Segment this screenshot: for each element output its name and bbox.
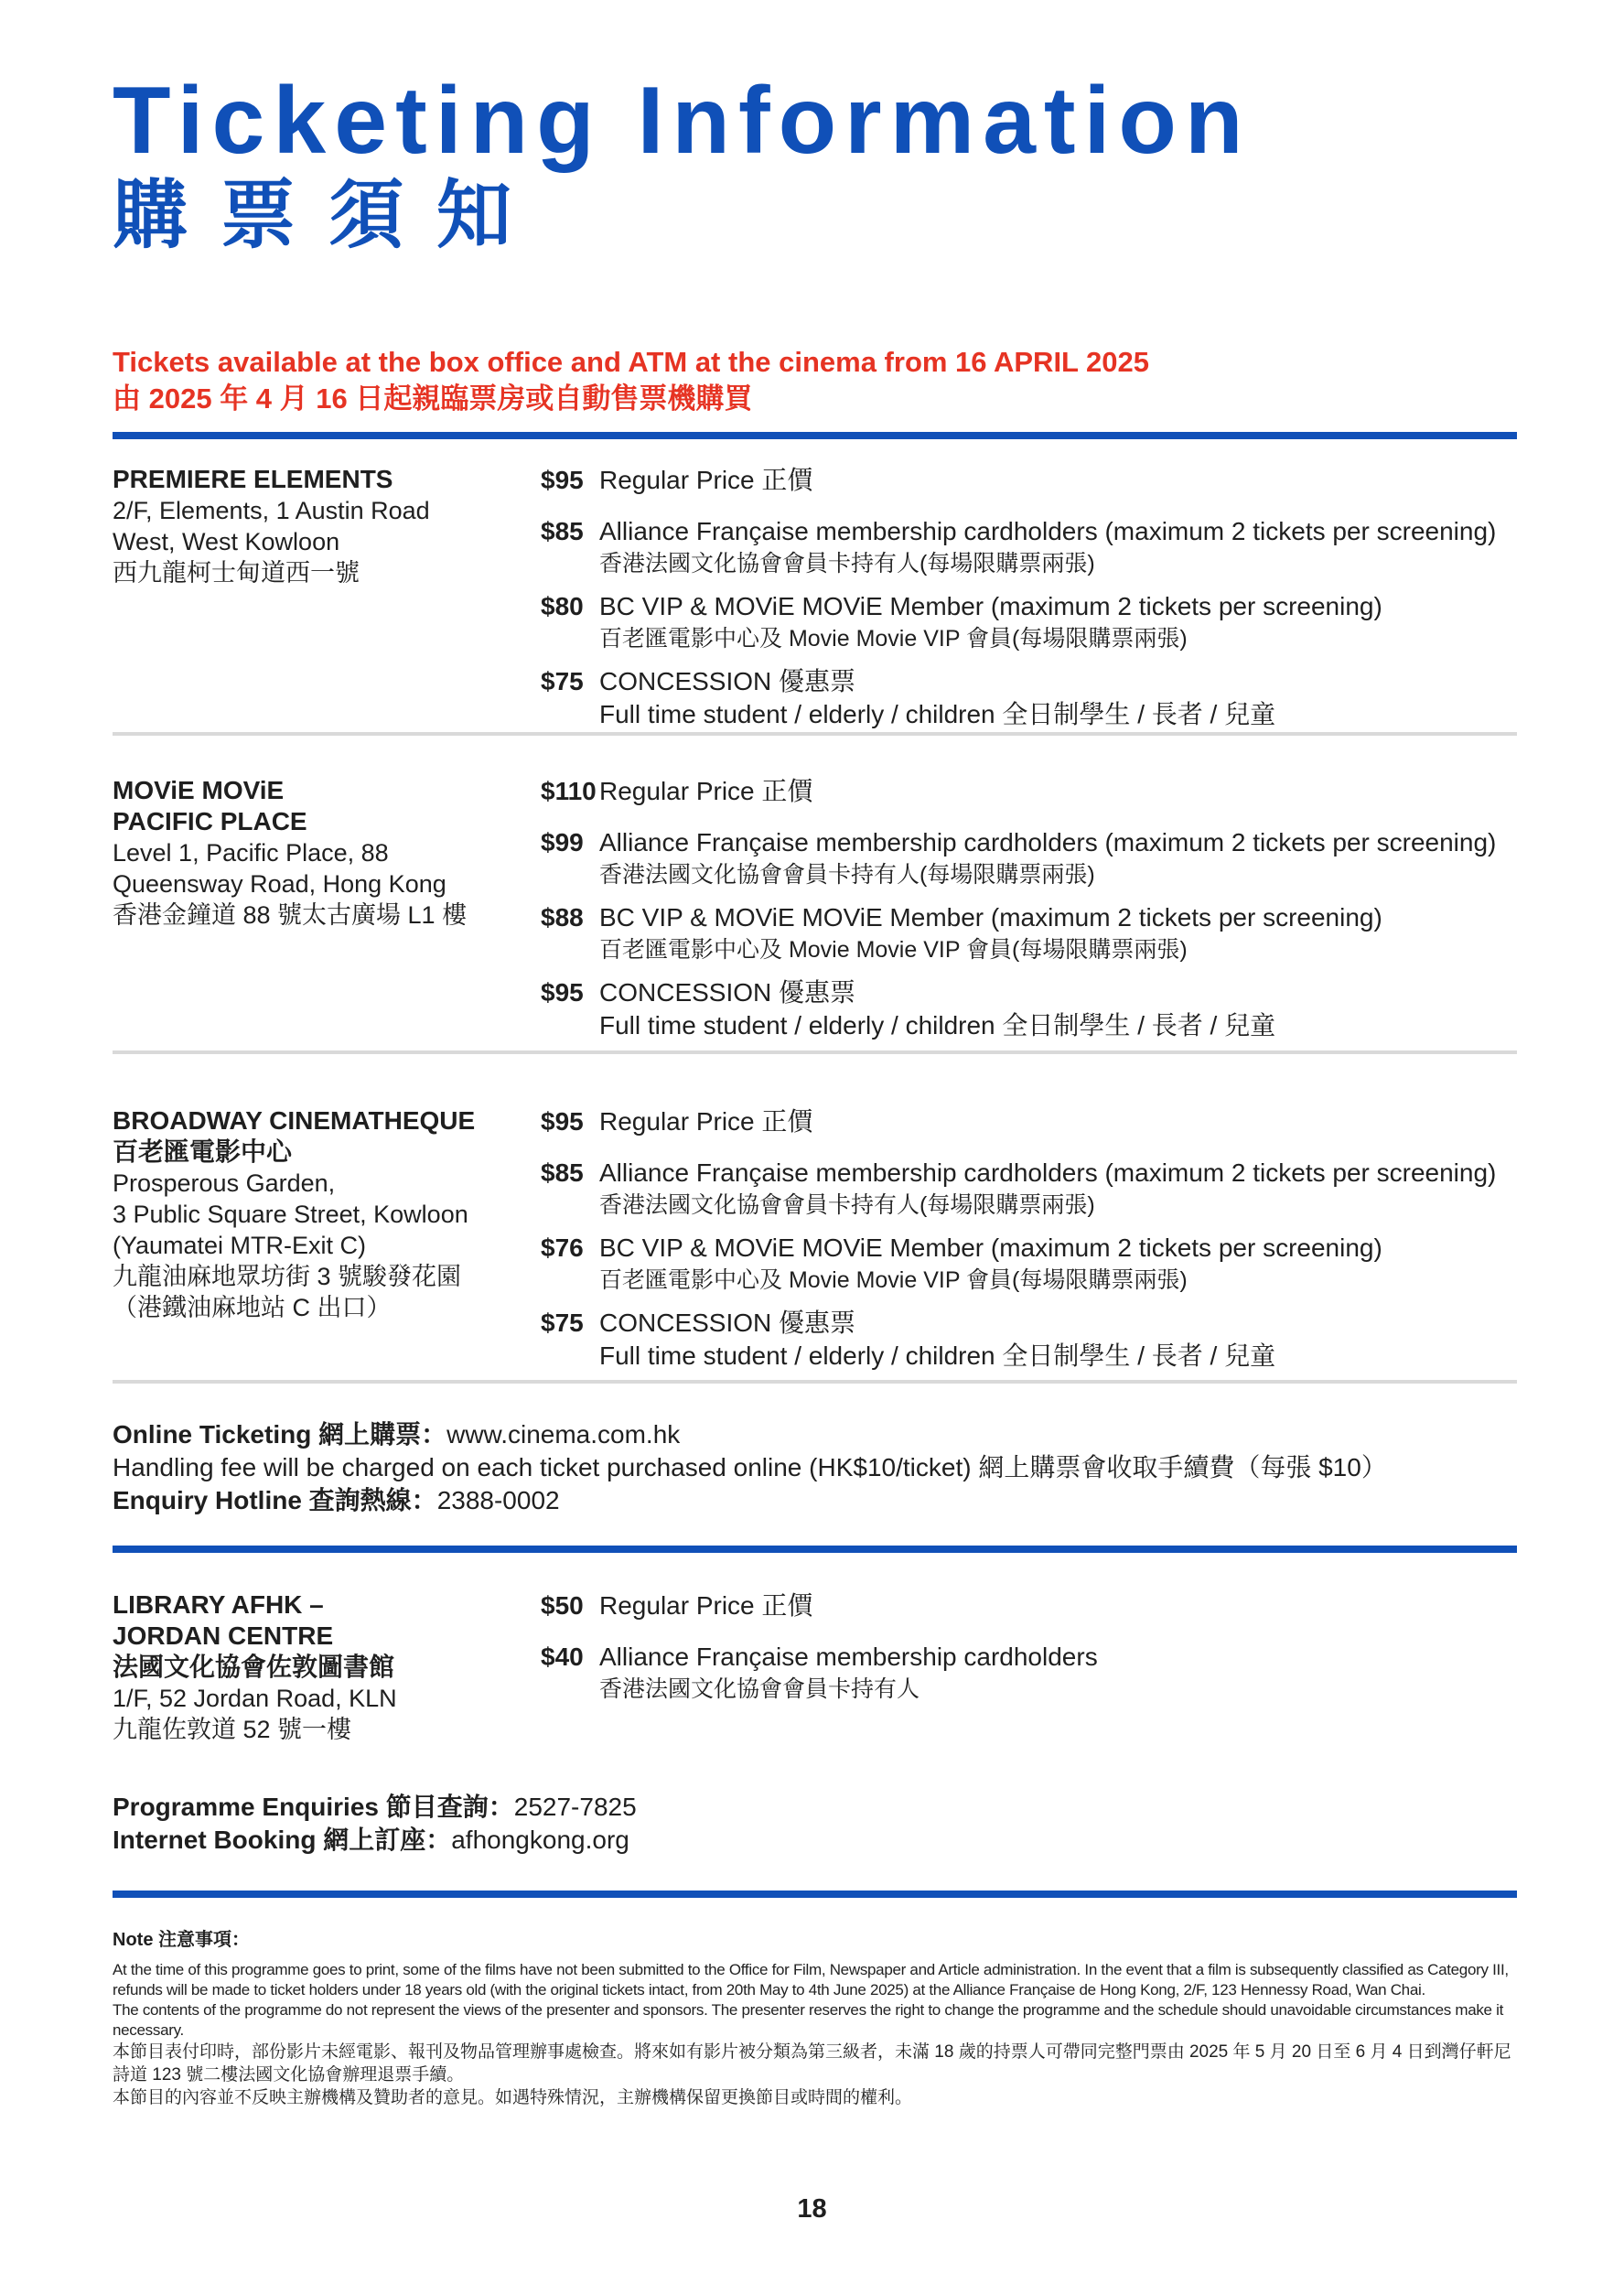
price-description: CONCESSION 優惠票 xyxy=(599,1309,856,1337)
divider xyxy=(113,1050,1517,1054)
venue-name: BROADWAY CINEMATHEQUE xyxy=(113,1106,476,1135)
price-amount: $76 xyxy=(541,1233,584,1262)
price-description: BC VIP & MOViE MOViE Member (maximum 2 tickets per screening) xyxy=(599,1233,1382,1262)
price-description-detail: Full time student / elderly / children 全日制學生 / 長者 / 兒童 xyxy=(599,1341,1276,1370)
price-description: CONCESSION 優惠票 xyxy=(599,978,856,1007)
availability-notice-zh: 由 2025 年 4 月 16 日起親臨票房或自動售票機購買 xyxy=(113,382,753,415)
venue-name: JORDAN CENTRE xyxy=(113,1621,334,1650)
price-amount: $88 xyxy=(541,903,584,932)
price-description: Alliance Française membership cardholders (maximum 2 tickets per screening) xyxy=(599,828,1497,856)
note-paragraph-zh: 本節目表付印時，部份影片未經電影、報刊及物品管理辦事處檢查。將來如有影片被分類為第三級者，未滿 18 歲的持票人可帶同完整門票由 2025 年 5 月 20 日至 6 月 4 日到灣仔軒尼詩道 123 號二樓法國文化協會辦理退票手續。 xyxy=(113,2042,1511,2084)
price-row xyxy=(541,901,1517,965)
venue-name: PACIFIC PLACE xyxy=(113,807,307,835)
enquiry-hotline-number: 2388-0002 xyxy=(436,1486,560,1514)
price-amount: $75 xyxy=(541,1309,584,1337)
programme-enquiries-number: 2527-7825 xyxy=(513,1793,637,1821)
online-ticketing-link[interactable]: www.cinema.com.hk xyxy=(446,1420,681,1449)
divider xyxy=(113,432,1517,439)
price-row xyxy=(541,775,1517,808)
venue-name: 法國文化協會佐敦圖書館 xyxy=(113,1653,395,1681)
venue-name: PREMIERE ELEMENTS xyxy=(113,465,393,493)
price-description-zh: 香港法國文化協會會員卡持有人(每場限購票兩張) xyxy=(599,551,1095,576)
price-row xyxy=(541,1589,1517,1622)
price-description: Regular Price 正價 xyxy=(599,1591,813,1620)
price-list xyxy=(541,1589,1517,1716)
venue-info xyxy=(113,1105,533,1323)
price-amount: $50 xyxy=(541,1591,584,1620)
divider xyxy=(113,1891,1517,1898)
page-title-chinese: 購票須知 xyxy=(113,174,545,257)
venue-address-line: 九龍佐敦道 52 號一樓 xyxy=(113,1716,352,1743)
price-list xyxy=(541,1105,1517,1384)
price-row xyxy=(541,1157,1517,1221)
price-description: Regular Price 正價 xyxy=(599,466,813,494)
price-description-zh: 百老匯電影中心及 Movie Movie VIP 會員(每場限購票兩張) xyxy=(599,626,1188,652)
venue-name: 百老匯電影中心 xyxy=(113,1137,293,1166)
availability-notice xyxy=(113,344,1149,417)
note-paragraph-zh: 本節目的內容並不反映主辦機構及贊助者的意見。如遇特殊情況，主辦機構保留更換節目或時間的權利。 xyxy=(113,2088,913,2107)
page-number: 18 xyxy=(797,2194,827,2224)
price-row xyxy=(541,826,1517,890)
price-amount: $85 xyxy=(541,517,584,545)
venue-address-line: （港鐵油麻地站 C 出口） xyxy=(113,1294,392,1321)
venue-name: LIBRARY AFHK – xyxy=(113,1590,324,1619)
online-ticketing-label: Online Ticketing 網上購票： xyxy=(113,1420,447,1449)
internet-booking-label: Internet Booking 網上訂座： xyxy=(113,1826,452,1854)
venue-name: MOViE MOViE xyxy=(113,776,285,804)
price-row xyxy=(541,1232,1517,1296)
divider xyxy=(113,732,1517,736)
handling-fee-note: Handling fee will be charged on each ticket purchased online (HK$10/ticket) 網上購票會收取手續費（每張 $10） xyxy=(113,1453,1387,1481)
enquiry-hotline-line xyxy=(113,1484,1387,1517)
price-description-zh: 百老匯電影中心及 Movie Movie VIP 會員(每場限購票兩張) xyxy=(599,937,1188,963)
price-description-detail: Full time student / elderly / children 全日制學生 / 長者 / 兒童 xyxy=(599,700,1276,728)
programme-enquiries-line xyxy=(113,1791,637,1824)
venue-address-line: 2/F, Elements, 1 Austin Road xyxy=(113,497,430,524)
price-row xyxy=(541,464,1517,497)
price-row xyxy=(541,515,1517,579)
price-row xyxy=(541,1641,1517,1705)
enquiry-hotline-label: Enquiry Hotline 查詢熱線： xyxy=(113,1486,437,1514)
availability-notice-en: Tickets available at the box office and ATM at the cinema from 16 APRIL 2025 xyxy=(113,346,1150,378)
price-description: Regular Price 正價 xyxy=(599,777,813,805)
price-row xyxy=(541,1307,1517,1373)
online-ticketing-line xyxy=(113,1418,1387,1451)
price-amount: $80 xyxy=(541,592,584,620)
programme-contact-info xyxy=(113,1791,637,1857)
venue-address-line: Queensway Road, Hong Kong xyxy=(113,870,446,898)
venue-address-line: West, West Kowloon xyxy=(113,528,340,555)
page-title: Ticketing Information xyxy=(113,68,1252,174)
price-description: Alliance Française membership cardholders (maximum 2 tickets per screening) xyxy=(599,1158,1497,1187)
price-row xyxy=(541,590,1517,654)
price-amount: $99 xyxy=(541,828,584,856)
internet-booking-link[interactable]: afhongkong.org xyxy=(451,1826,629,1854)
price-description: Alliance Française membership cardholders xyxy=(599,1643,1098,1671)
price-row xyxy=(541,665,1517,731)
price-description-zh: 香港法國文化協會會員卡持有人(每場限購票兩張) xyxy=(599,1192,1095,1218)
divider xyxy=(113,1546,1517,1553)
price-description: BC VIP & MOViE MOViE Member (maximum 2 tickets per screening) xyxy=(599,592,1382,620)
venue-address-line: 香港金鐘道 88 號太古廣場 L1 樓 xyxy=(113,901,468,929)
venue-address-line: 西九龍柯士甸道西一號 xyxy=(113,559,360,587)
price-description-zh: 香港法國文化協會會員卡持有人(每場限購票兩張) xyxy=(599,862,1095,888)
price-list xyxy=(541,775,1517,1053)
venue-info xyxy=(113,1589,533,1745)
price-description: Alliance Française membership cardholders (maximum 2 tickets per screening) xyxy=(599,517,1497,545)
note-paragraph: The contents of the programme do not represent the views of the presenter and sponsors. The presenter reserves the right to change the programme and the schedule should unavoidable circumstances make it necessary. xyxy=(113,2001,1504,2039)
online-ticketing-info xyxy=(113,1418,1387,1517)
price-description-zh: 百老匯電影中心及 Movie Movie VIP 會員(每場限購票兩張) xyxy=(599,1267,1188,1293)
price-description: BC VIP & MOViE MOViE Member (maximum 2 tickets per screening) xyxy=(599,903,1382,932)
price-amount: $95 xyxy=(541,1107,584,1136)
note-paragraph: At the time of this programme goes to print, some of the films have not been submitted to the Office for Film, Newspaper and Article administration. In the event that a film is subsequently classified as Category III, refunds will be made to ticket holders under 18 years old (with the original tickets intact, from 20th May to 4th June 2025) at the Alliance Française de Hong Kong, 2/F, 123 Hennessy Road, Wan Chai. xyxy=(113,1961,1509,1998)
price-row xyxy=(541,976,1517,1042)
programme-enquiries-label: Programme Enquiries 節目查詢： xyxy=(113,1793,514,1821)
price-description: CONCESSION 優惠票 xyxy=(599,667,856,695)
price-list xyxy=(541,464,1517,742)
price-description-detail: Full time student / elderly / children 全日制學生 / 長者 / 兒童 xyxy=(599,1011,1276,1040)
price-row xyxy=(541,1105,1517,1138)
price-amount: $95 xyxy=(541,978,584,1007)
venue-address-line: (Yaumatei MTR-Exit C) xyxy=(113,1232,367,1259)
notes-section xyxy=(113,1927,1517,2109)
price-description-zh: 香港法國文化協會會員卡持有人 xyxy=(599,1676,920,1702)
venue-address-line: 1/F, 52 Jordan Road, KLN xyxy=(113,1685,397,1712)
internet-booking-line xyxy=(113,1824,637,1857)
venue-address-line: Prosperous Garden, xyxy=(113,1169,336,1197)
venue-address-line: 3 Public Square Street, Kowloon xyxy=(113,1201,468,1228)
price-amount: $110 xyxy=(541,777,597,805)
price-amount: $95 xyxy=(541,466,584,494)
price-amount: $75 xyxy=(541,667,584,695)
notes-title: Note 注意事項： xyxy=(113,1930,250,1950)
venue-address-line: Level 1, Pacific Place, 88 xyxy=(113,839,389,867)
price-amount: $85 xyxy=(541,1158,584,1187)
price-amount: $40 xyxy=(541,1643,584,1671)
price-description: Regular Price 正價 xyxy=(599,1107,813,1136)
venue-address-line: 九龍油麻地眾坊街 3 號駿發花園 xyxy=(113,1263,462,1290)
venue-info xyxy=(113,775,533,931)
divider xyxy=(113,1380,1517,1384)
venue-info xyxy=(113,464,533,588)
